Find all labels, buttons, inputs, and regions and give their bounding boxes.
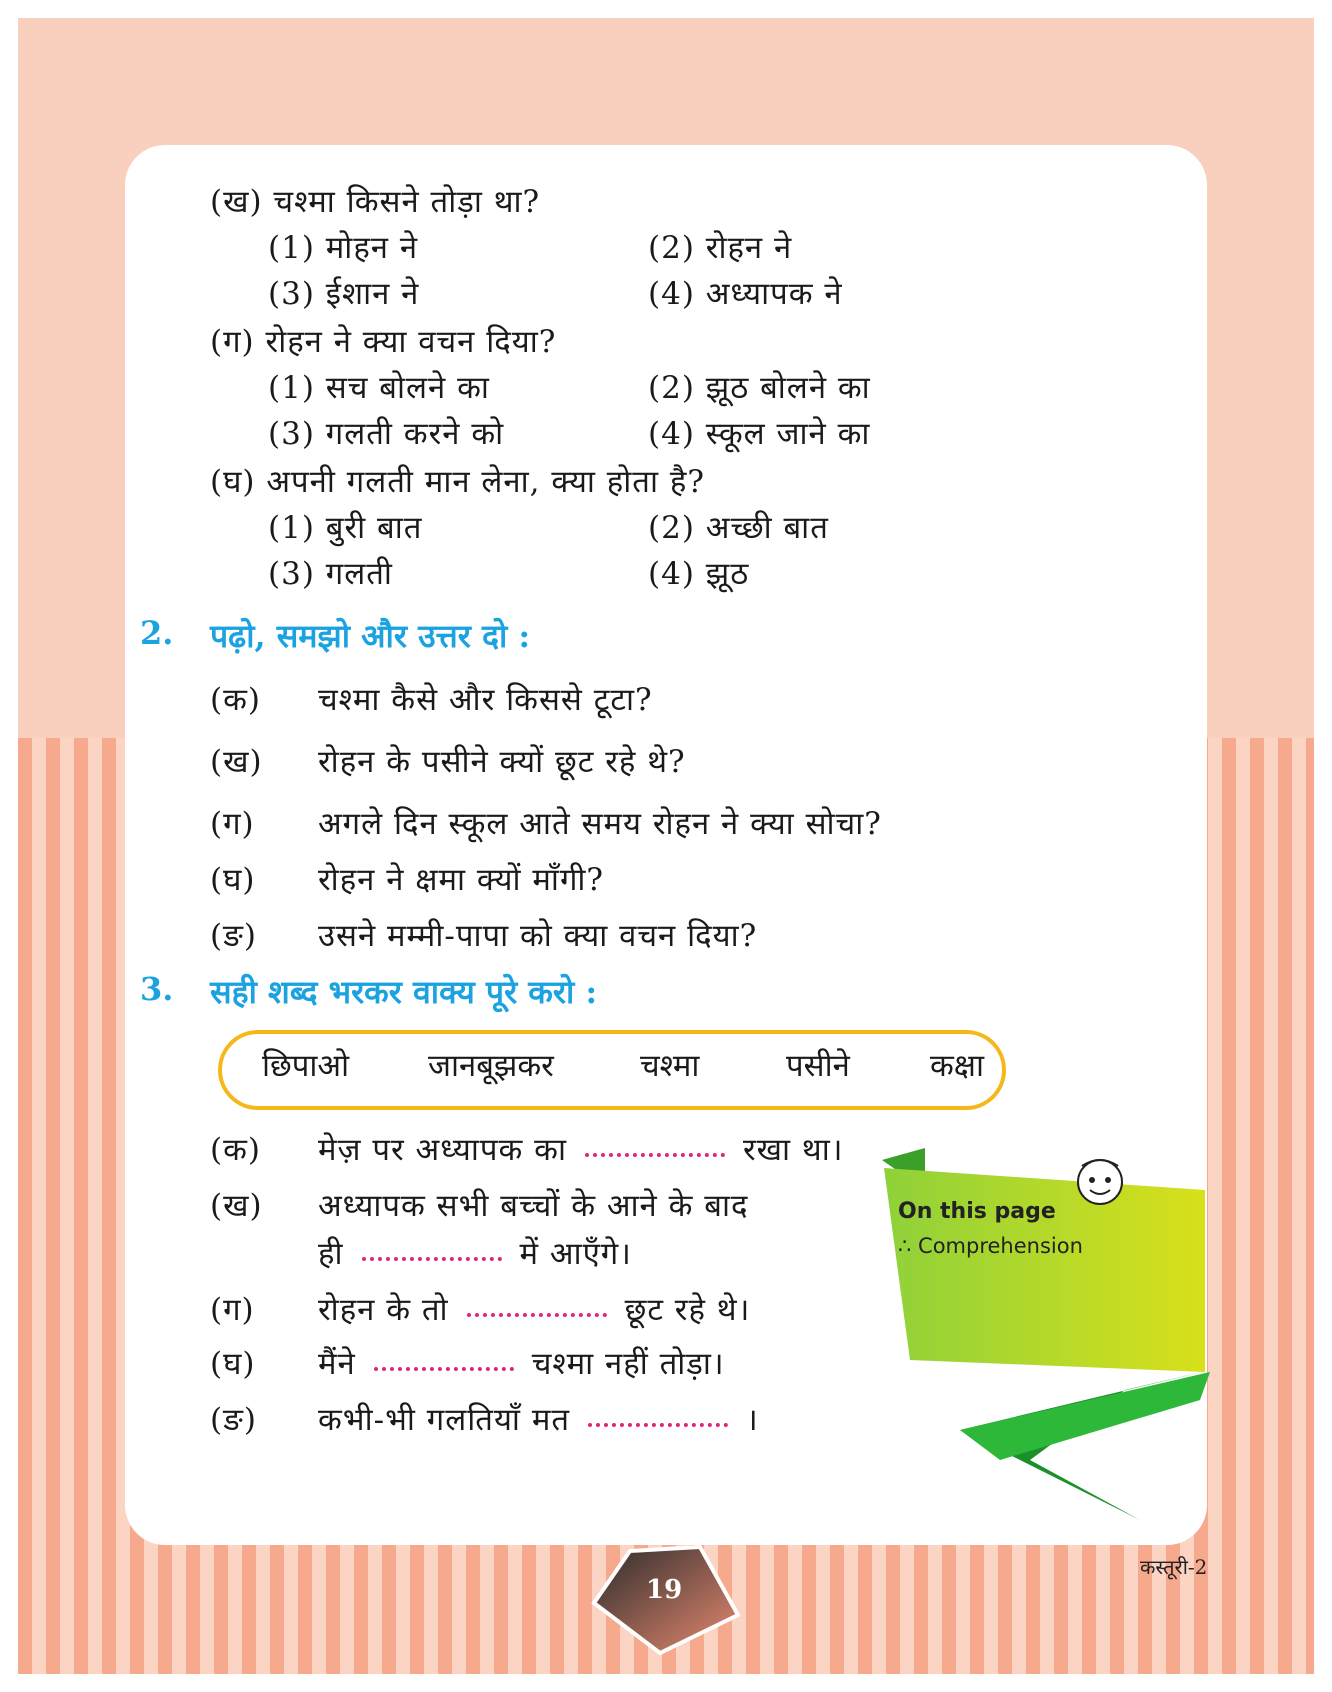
- s3-item-1-before: मेज़ पर अध्यापक का: [318, 1132, 567, 1168]
- s2-item-label-3: (ग): [210, 806, 255, 842]
- page-number: 19: [646, 1575, 683, 1605]
- word-bank-word-3: चश्मा: [640, 1048, 700, 1084]
- q1-gha-question: [210, 460, 705, 502]
- s3-item-label-3: (ग): [210, 1292, 255, 1328]
- book-name: कस्तूरी-2: [1140, 1555, 1208, 1579]
- s3-item-5-after: ।: [746, 1402, 759, 1438]
- q1-gha-option-1: (1) बुरी बात: [268, 510, 423, 546]
- s3-item-2-line2-before: ही: [318, 1236, 344, 1272]
- on-this-page-ribbon: [880, 1140, 1220, 1520]
- q1-kha-option-2: (2) रोहन ने: [648, 230, 793, 266]
- q1-ga-question: [210, 320, 556, 362]
- blank-line: [374, 1361, 514, 1371]
- q1-gha-option-2: (2) अच्छी बात: [648, 510, 829, 546]
- blank-line: [362, 1251, 502, 1261]
- s3-item-3-before: रोहन के तो: [318, 1292, 449, 1328]
- q1-ga-text: रोहन ने क्या वचन दिया?: [265, 324, 557, 360]
- q1-gha-option-3: (3) गलती: [268, 556, 393, 592]
- section-3-number: 3.: [140, 970, 174, 1008]
- s3-item-sentence-2-line-2: [318, 1232, 632, 1274]
- word-bank-word-5: कक्षा: [930, 1048, 985, 1084]
- badge-item: ∴ Comprehension: [898, 1234, 1083, 1258]
- s3-item-4-after: चश्मा नहीं तोड़ा।: [531, 1346, 725, 1382]
- s3-item-2-line-1: अध्यापक सभी बच्चों के आने के बाद: [318, 1188, 749, 1224]
- blank-line: [467, 1307, 607, 1317]
- s2-item-label-5: (ङ): [210, 918, 257, 954]
- q1-kha-text: चश्मा किसने तोड़ा था?: [273, 184, 541, 220]
- s3-item-3-after: छूट रहे थे।: [624, 1292, 751, 1328]
- s2-item-label-4: (घ): [210, 862, 256, 898]
- section-3-title: सही शब्द भरकर वाक्य पूरे करो :: [210, 973, 598, 1011]
- s2-item-text-2: रोहन के पसीने क्यों छूट रहे थे?: [318, 744, 686, 780]
- s3-item-1-after: रखा था।: [743, 1132, 844, 1168]
- q1-ga-option-2: (2) झूठ बोलने का: [648, 370, 871, 406]
- blank-line: [585, 1147, 725, 1157]
- q1-kha-question: [210, 180, 540, 222]
- word-bank-word-2: जानबूझकर: [428, 1048, 554, 1084]
- blank-line: [588, 1417, 728, 1427]
- s2-item-label-1: (क): [210, 682, 261, 718]
- s3-item-label-4: (घ): [210, 1346, 256, 1382]
- s3-item-label-5: (ङ): [210, 1402, 257, 1438]
- q1-ga-option-4: (4) स्कूल जाने का: [648, 416, 871, 452]
- s2-item-text-1: चश्मा कैसे और किससे टूटा?: [318, 682, 653, 718]
- section-2-title: पढ़ो, समझो और उत्तर दो :: [210, 617, 531, 655]
- s3-item-sentence-1: [318, 1128, 844, 1170]
- s2-item-label-2: (ख): [210, 744, 263, 780]
- q1-kha-option-1: (1) मोहन ने: [268, 230, 419, 266]
- s3-item-2-after: में आएँगे।: [519, 1236, 632, 1272]
- s2-item-text-3: अगले दिन स्कूल आते समय रोहन ने क्या सोचा?: [318, 806, 882, 842]
- q1-kha-option-4: (4) अध्यापक ने: [648, 276, 843, 312]
- s3-item-sentence-3: [318, 1288, 750, 1330]
- q1-ga-option-3: (3) गलती करने को: [268, 416, 505, 452]
- q1-gha-option-4: (4) झूठ: [648, 556, 750, 592]
- word-bank-word-4: पसीने: [786, 1048, 850, 1084]
- s3-item-label-1: (क): [210, 1132, 261, 1168]
- s3-item-sentence-5: [318, 1398, 759, 1440]
- section-2-number: 2.: [140, 614, 174, 652]
- s2-item-text-5: उसने मम्मी-पापा को क्या वचन दिया?: [318, 918, 758, 954]
- word-bank-word-1: छिपाओ: [262, 1048, 350, 1084]
- s2-item-text-4: रोहन ने क्षमा क्यों माँगी?: [318, 862, 605, 898]
- q1-kha-option-3: (3) ईशान ने: [268, 276, 420, 312]
- q1-ga-option-1: (1) सच बोलने का: [268, 370, 490, 406]
- badge-title: On this page: [898, 1199, 1056, 1224]
- q1-gha-text: अपनी गलती मान लेना, क्या होता है?: [266, 464, 705, 500]
- q1-gha-label: (घ): [210, 464, 256, 500]
- s3-item-5-before: कभी-भी गलतियाँ मत: [318, 1402, 571, 1438]
- s3-item-4-before: मैंने: [318, 1346, 356, 1382]
- q1-kha-label: (ख): [210, 184, 263, 220]
- s3-item-label-2: (ख): [210, 1188, 263, 1224]
- s3-item-sentence-4: [318, 1342, 725, 1384]
- q1-ga-label: (ग): [210, 324, 255, 360]
